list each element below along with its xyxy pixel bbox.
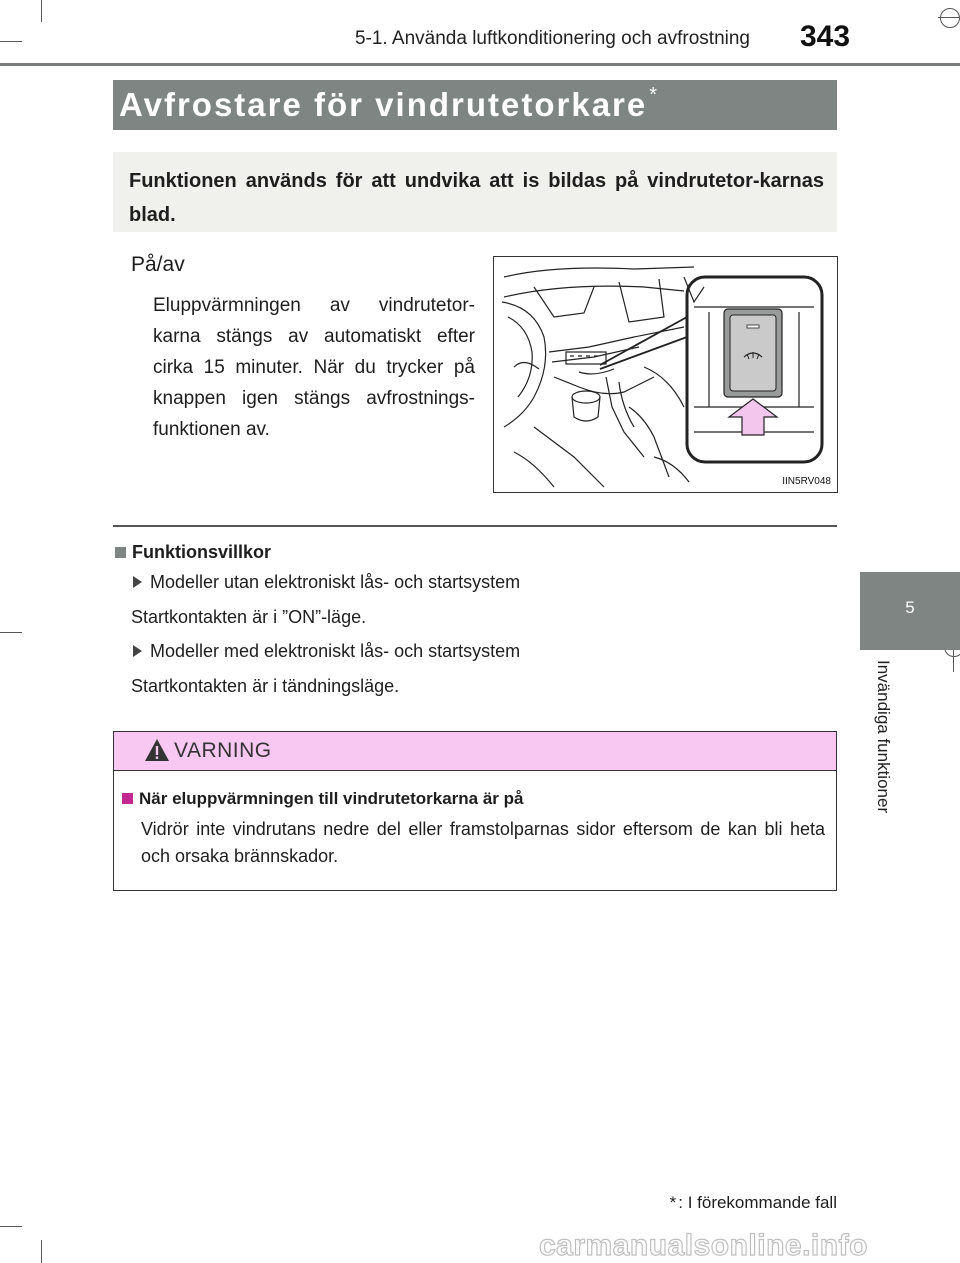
footnote-text: : I förekommande fall [678, 1193, 837, 1212]
crop-mark [0, 1226, 22, 1227]
square-bullet-icon [115, 547, 126, 558]
conditions-heading [115, 542, 271, 563]
dashboard-illustration [493, 256, 838, 493]
header-rule [0, 63, 960, 66]
footnote-mark: * [669, 1193, 677, 1212]
condition-text: Startkontakten är i tändningsläge. [131, 676, 400, 696]
section-divider [113, 525, 837, 527]
svg-text:carmanualsonline.info: carmanualsonline.info [539, 1229, 868, 1262]
conditions-heading-text: Funktionsvillkor [132, 542, 272, 562]
triangle-bullet-icon [133, 645, 142, 657]
condition-model-text: Modeller med elektroniskt lås- och startsystem [150, 641, 521, 661]
page-number: 343 [800, 20, 851, 53]
crop-mark [0, 41, 22, 42]
warning-subheading-text: När eluppvärmningen till vindrutetorkarna är på [139, 789, 524, 808]
section-title-bar [113, 80, 837, 130]
on-off-description: Eluppvärmningen av vindrutetor-karna stängs av automatiskt efter cirka 15 minuter. När du trycker på knappen igen stängs avfrostnings-funktionen av. [153, 295, 475, 440]
registration-mark [940, 8, 960, 28]
warning-box [113, 731, 837, 891]
section-title-text: Avfrostare för vindrutetorkare [119, 86, 648, 123]
warning-body: Vidrör inte vindrutans nedre del eller framstolparnas sidor eftersom de kan bli heta och orsaka brännskador. [141, 819, 825, 866]
chapter-tab-label-text: Invändiga funktioner [874, 660, 893, 814]
section-title [119, 86, 659, 124]
condition-model [133, 641, 520, 662]
square-bullet-icon [122, 793, 133, 804]
figure-code: IIN5RV048 [782, 476, 831, 487]
crop-mark [0, 632, 22, 633]
triangle-bullet-icon [133, 576, 142, 588]
condition-text: Startkontakten är i ”ON”-läge. [131, 607, 367, 627]
condition-model-text: Modeller utan elektroniskt lås- och startsystem [150, 572, 521, 592]
crop-mark [41, 0, 42, 22]
footnote-mark: * [649, 84, 660, 106]
intro-box [113, 152, 837, 232]
warning-triangle-icon [144, 737, 170, 763]
warning-subheading [122, 789, 523, 809]
intro-text: Funktionen används för att undvika att is bildas på vindrutetor-karnas blad. [129, 170, 824, 226]
condition-model [133, 572, 520, 593]
chapter-tab-label [874, 660, 917, 860]
on-off-heading: På/av [131, 253, 185, 276]
warning-header [114, 732, 836, 771]
chapter-tab: 5 [860, 572, 960, 650]
running-header: 5-1. Använda luftkonditionering och avfrostning [354, 28, 750, 49]
crop-mark [41, 1240, 42, 1263]
watermark-logo [535, 1228, 955, 1262]
warning-title: VARNING [174, 739, 272, 762]
dashboard-drawing [494, 257, 837, 492]
footnote [670, 1193, 837, 1213]
